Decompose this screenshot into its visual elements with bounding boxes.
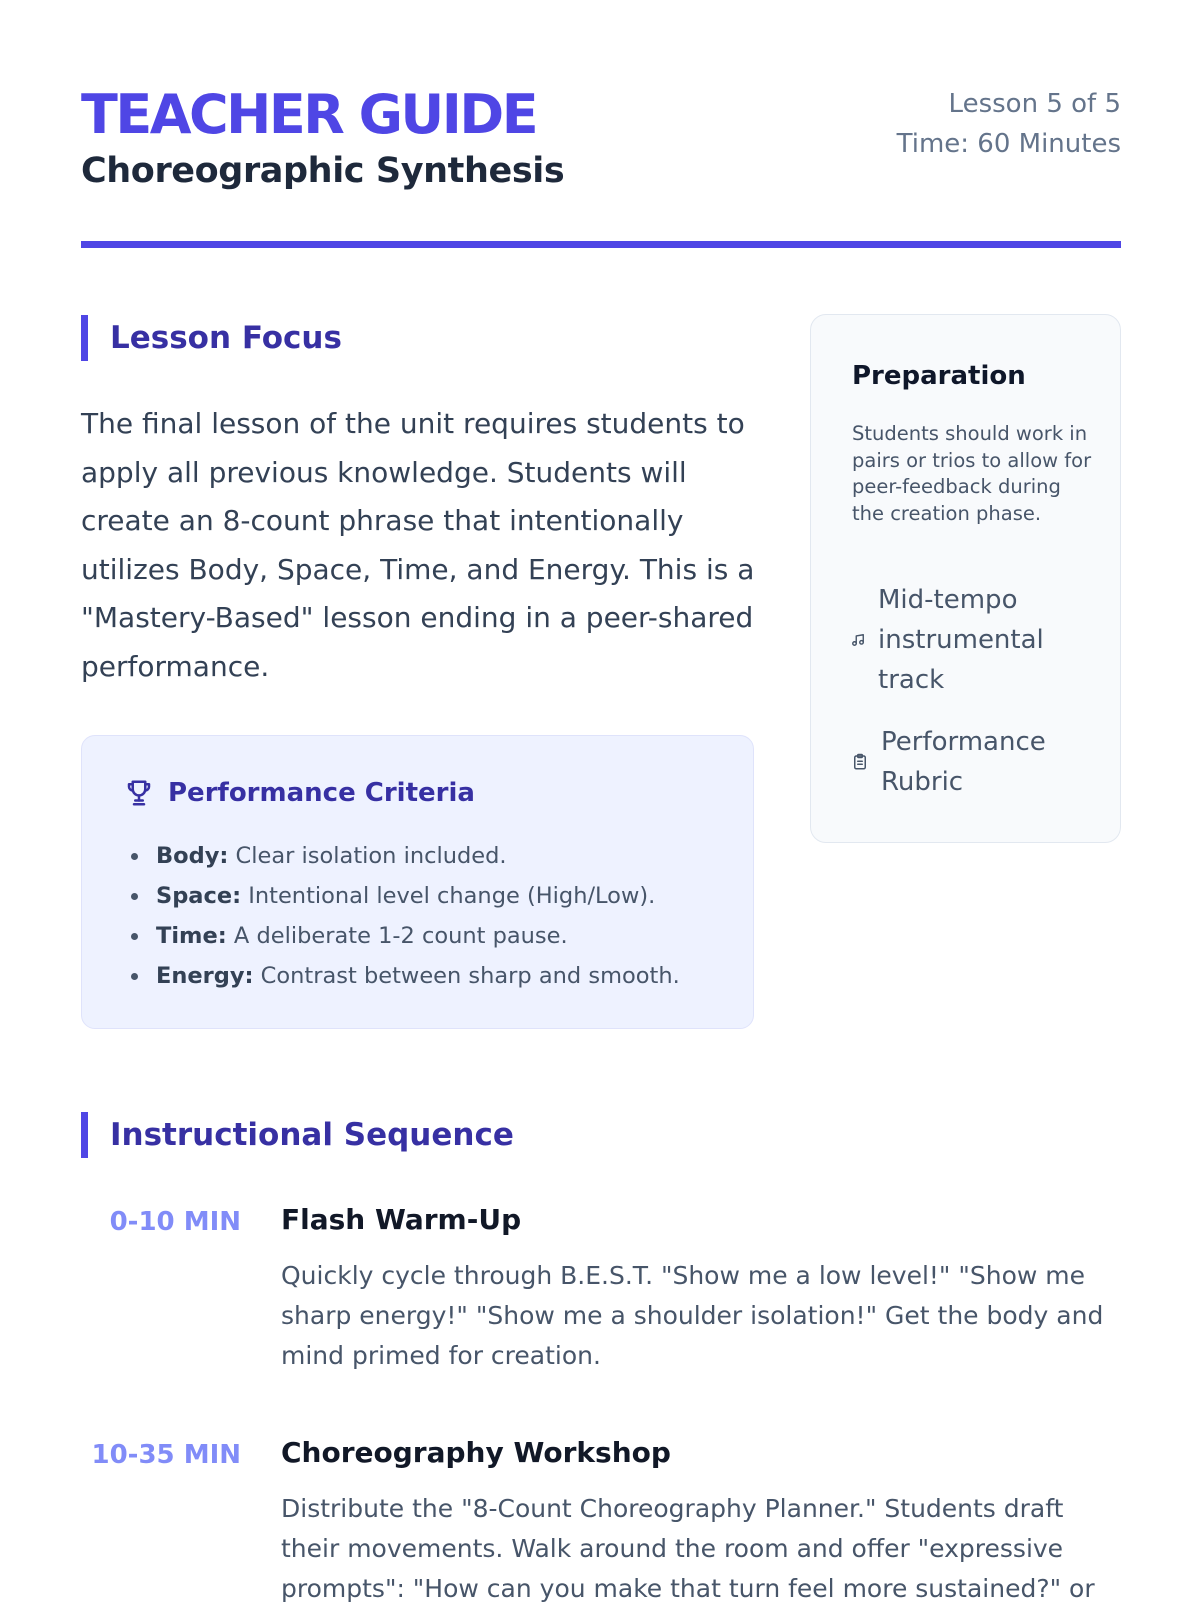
material-music-track xyxy=(851,580,1078,700)
material-label: Mid-tempo instrumental track xyxy=(878,585,1044,695)
performance-criteria-box xyxy=(81,735,754,1029)
criteria-text: Clear isolation included. xyxy=(235,843,507,869)
lesson-focus-heading: Lesson Focus xyxy=(81,315,342,361)
step-title: Choreography Workshop xyxy=(281,1436,671,1469)
criteria-term: Space: xyxy=(156,883,242,909)
page-header xyxy=(81,84,1121,244)
criteria-item xyxy=(124,916,680,956)
criteria-list xyxy=(124,836,680,996)
lesson-focus-text: The final lesson of the unit requires students to apply all previous knowledge. Students will create an 8-count phrase that intentionally utilizes Body, Space, Time, and Energy. This is a "Mastery-Based" lesson ending in a peer-shared performance. xyxy=(81,407,755,683)
lesson-number: Lesson 5 of 5 xyxy=(948,89,1121,119)
trophy-icon xyxy=(124,778,154,808)
header-divider xyxy=(81,241,1121,248)
music-note-icon xyxy=(851,633,865,647)
criteria-term: Time: xyxy=(156,923,227,949)
material-label: Performance Rubric xyxy=(881,727,1046,797)
step-description: Quickly cycle through B.E.S.T. "Show me a low level!" "Show me sharp energy!" "Show me a shoulder isolation!" Get the body and mind primed for creation. xyxy=(281,1261,1104,1370)
preparation-title: Preparation xyxy=(852,361,1026,391)
lesson-meta xyxy=(897,84,1121,164)
criteria-text: Contrast between sharp and smooth. xyxy=(260,963,680,989)
lesson-title: Choreographic Synthesis xyxy=(81,151,565,191)
step-time: 0-10 MIN xyxy=(109,1207,241,1237)
criteria-item xyxy=(124,876,680,916)
criteria-item xyxy=(124,956,680,996)
criteria-text: Intentional level change (High/Low). xyxy=(248,883,656,909)
criteria-header xyxy=(124,778,475,808)
step-description: Distribute the "8-Count Choreography Planner." Students draft their movements. Walk around the room and offer "expressive prompts": "How can you make that turn feel more sustained?" or xyxy=(281,1494,1095,1603)
criteria-term: Energy: xyxy=(156,963,254,989)
criteria-text: A deliberate 1-2 count pause. xyxy=(233,923,568,949)
instructional-sequence-heading: Instructional Sequence xyxy=(81,1112,514,1158)
criteria-term: Body: xyxy=(156,843,229,869)
material-rubric xyxy=(851,722,1081,802)
criteria-item xyxy=(124,836,680,876)
lesson-duration: Time: 60 Minutes xyxy=(896,129,1121,159)
preparation-note: Students should work in pairs or trios to allow for peer-feedback during the creation phase. xyxy=(852,422,1092,525)
guide-title: TEACHER GUIDE xyxy=(81,83,537,146)
step-time: 10-35 MIN xyxy=(91,1440,241,1470)
clipboard-icon xyxy=(851,752,869,772)
criteria-title: Performance Criteria xyxy=(168,778,475,808)
step-title: Flash Warm-Up xyxy=(281,1203,522,1236)
